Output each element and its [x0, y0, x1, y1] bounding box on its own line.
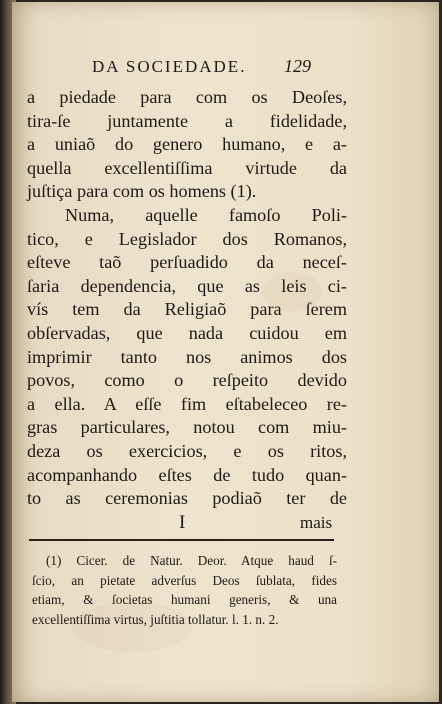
text-line: quella excellentiſſima virtude da [27, 157, 347, 178]
text-line: eſteve taõ perſuadido da neceſ- [27, 252, 347, 273]
footnote [32, 551, 337, 629]
text-line: obſervadas, que nada cuidou em [27, 322, 347, 343]
signature-mark: I [179, 511, 186, 533]
text-line: tira-ſe juntamente a fidelidade, [27, 110, 347, 131]
text-line: vís tem da Religiaõ para ſerem [27, 299, 347, 320]
text-line: to as ceremonias podiaõ ter de [27, 488, 347, 509]
footnote-line: excellentiſſima virtus, juſtitia tollatur. l. 1. n. 2. [32, 611, 279, 627]
text-line: gras particulares, notou com miu- [27, 417, 347, 438]
text-line: tico, e Legislador dos Romanos, [27, 228, 347, 249]
footnote-line: (1) Cicer. de Natur. Deor. Atque haud ſ- [46, 553, 337, 568]
footnote-rule [29, 539, 334, 541]
body-text [27, 86, 347, 535]
page-header [12, 57, 439, 87]
footnote-line: ſcio, an pietate adverſus Deos ſublata, fides [32, 572, 337, 588]
text-line: a ella. A eſſe fim eſtabeleceo re- [27, 393, 347, 414]
text-line: deza os exercicios, e os ritos, [27, 440, 347, 461]
text-line: imprimir tanto nos animos dos [27, 346, 347, 367]
text-line: a piedade para com os Deoſes, [27, 87, 347, 107]
text-line: Numa, aquelle famoſo Poli- [65, 204, 347, 225]
running-head: DA SOCIEDADE. [92, 57, 247, 76]
page-number: 129 [284, 56, 311, 76]
catchword: mais [300, 512, 333, 532]
book-page [12, 2, 439, 702]
text-line: acompanhando eſtes de tudo quan- [27, 464, 347, 485]
text-line: a uniaõ do genero humano, e a- [27, 134, 347, 155]
text-line: ſaria dependencia, que as leis ci- [27, 275, 347, 296]
text-line: juſtiça para com os homens (1). [27, 181, 257, 202]
signature-row [27, 511, 347, 535]
footnote-line: etiam, & ſocietas humani generis, & una [32, 592, 337, 607]
text-line: povos, como o reſpeito devido [27, 370, 347, 391]
